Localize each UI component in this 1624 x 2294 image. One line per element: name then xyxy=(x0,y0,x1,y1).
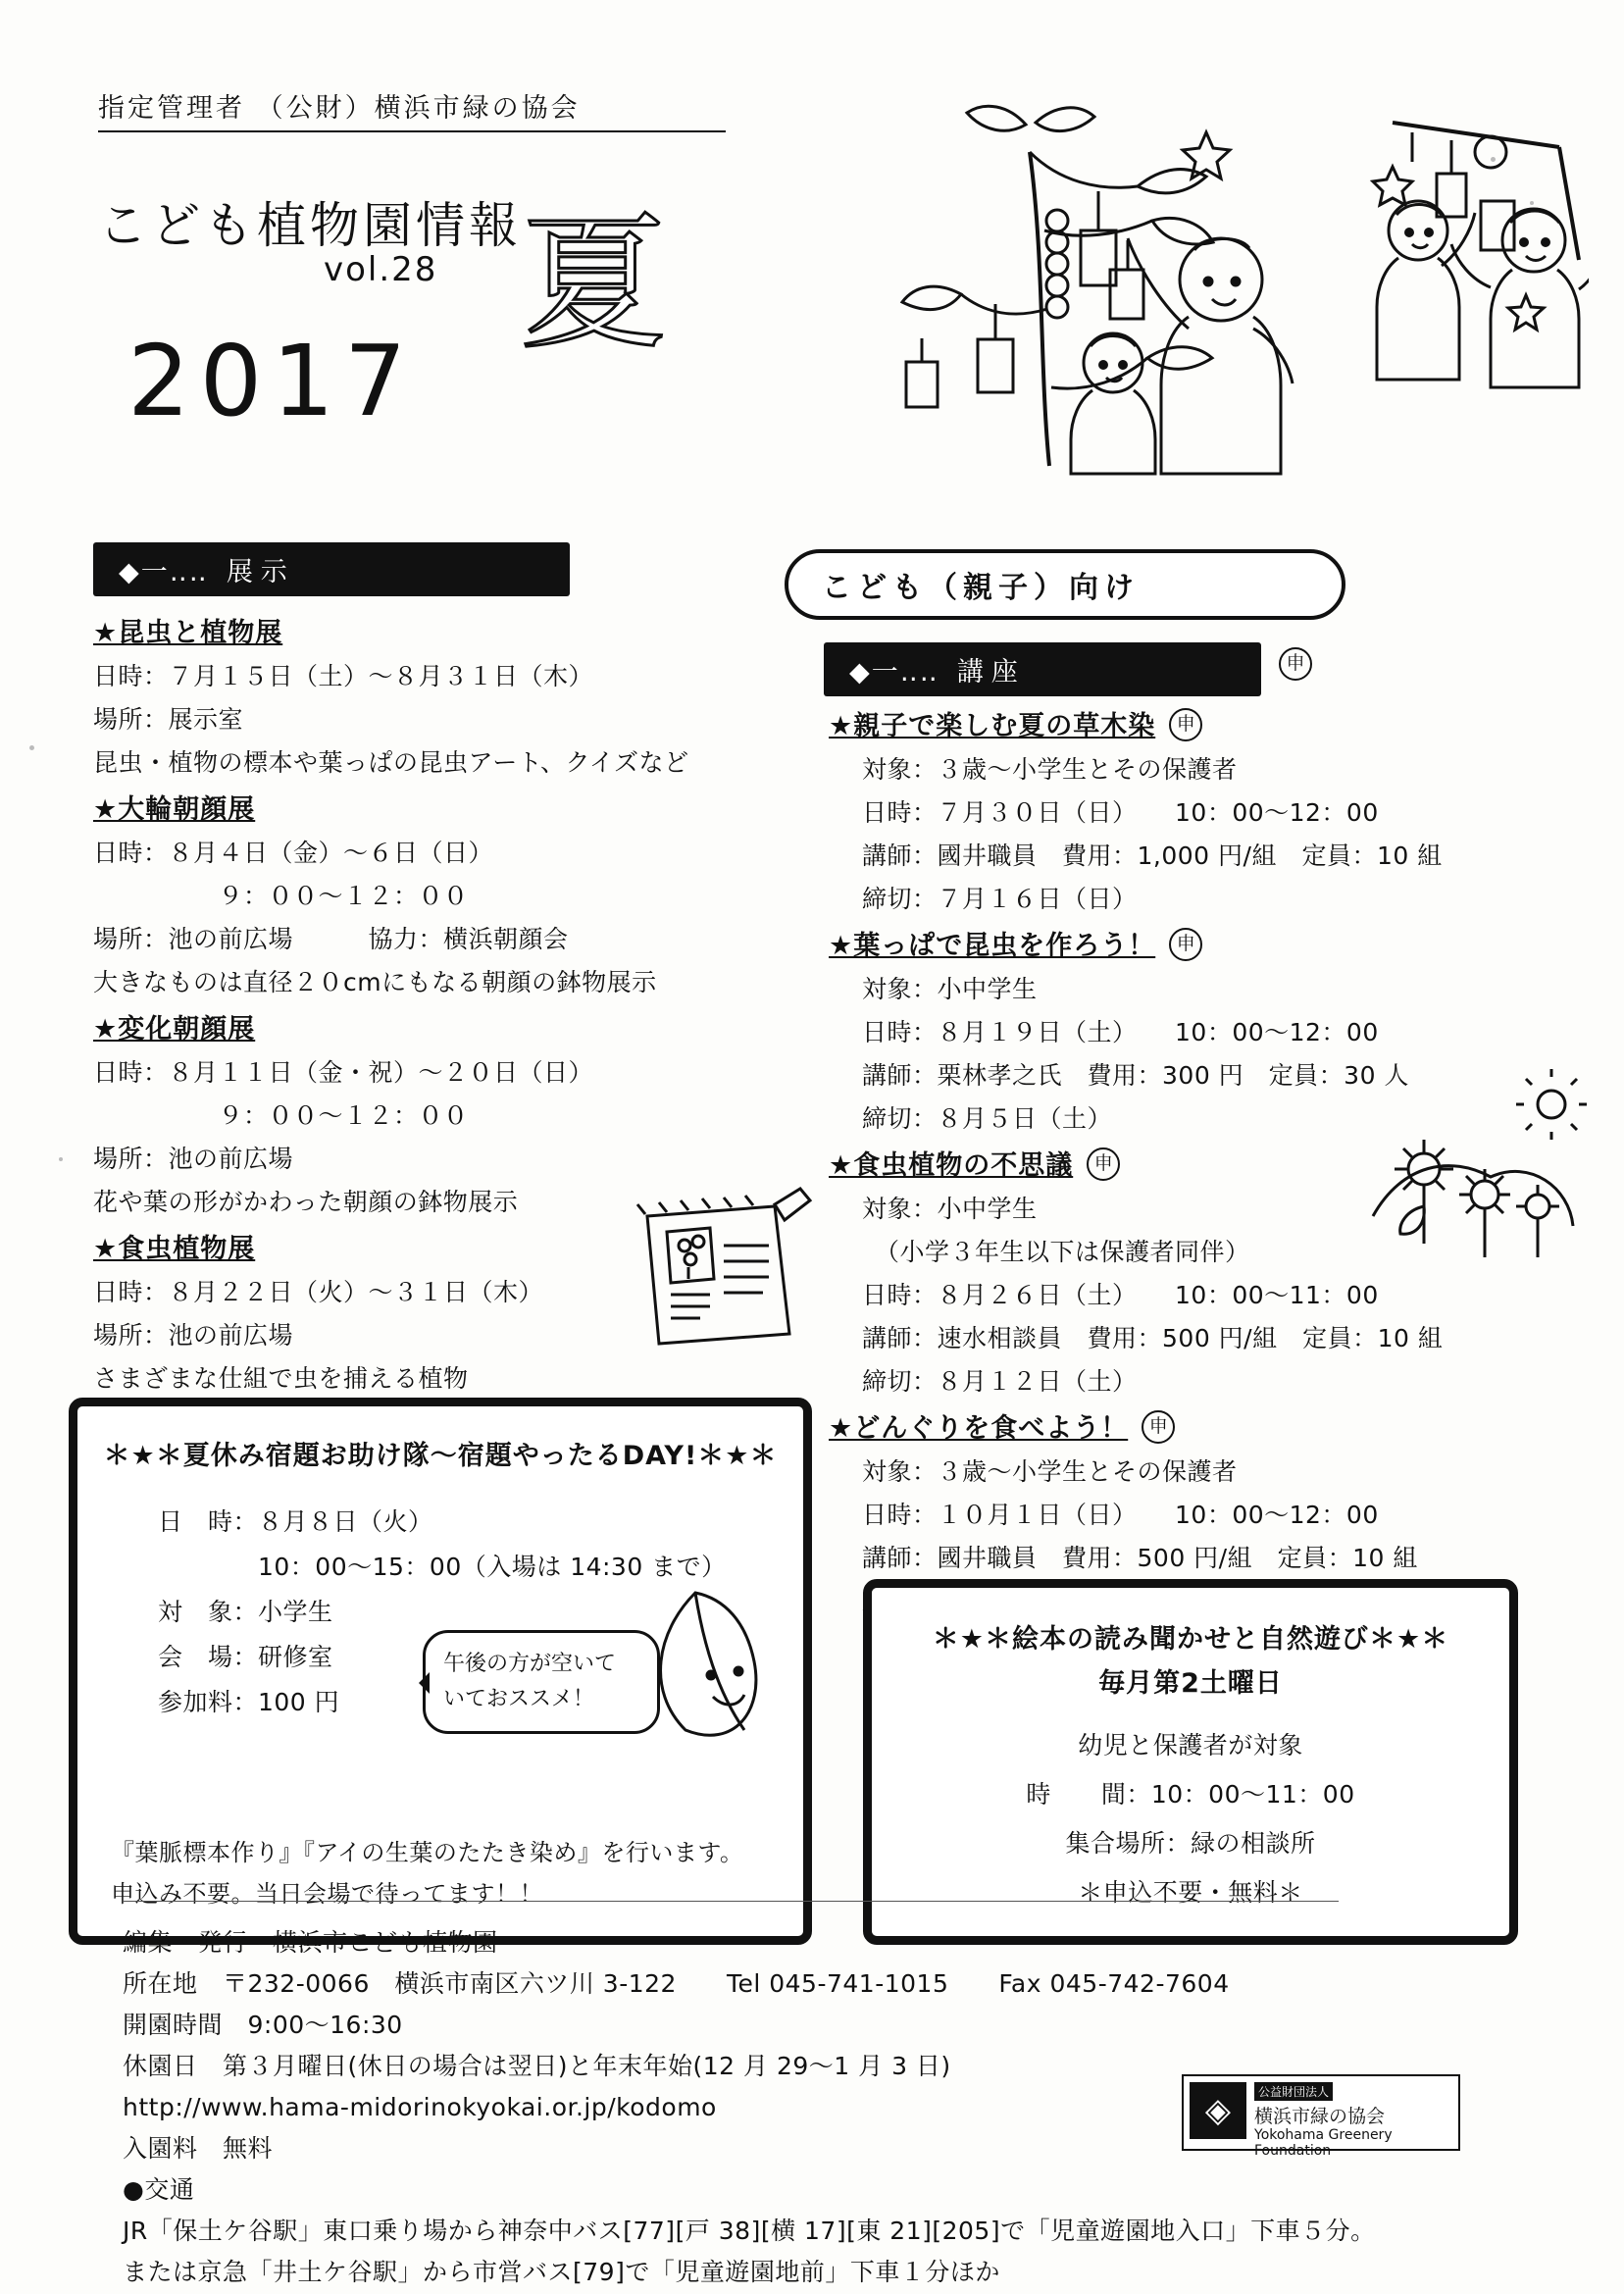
banner-for-children: こども（親子）向け xyxy=(785,549,1345,620)
reading-box-subtitle: 毎月第2土曜日 xyxy=(1098,1668,1283,1699)
organization-line: 指定管理者 （公財）横浜市緑の協会 xyxy=(98,86,726,132)
footer-info: 編集・発行 横浜市こども植物園 所在地 〒232-0066 横浜市南区六ツ川 3-122 Tel 045-741-1015 Fax 045-742-7604 開園時間 9:00〜16:30 休園日 第３月曜日(休日の場合は翌日)と年末年始(12 月 29〜1 月 3 日) http://www.hama-midorinokyokai.or.jp/kodomo 入園料 無料 ●交通 JR「保土ケ谷駅」東口乗り場から神奈中バス[77][戸 38][横 17][東 21][205]で「児童遊園地入口」下車５分。 または京急「井土ケ谷駅」から市営バス[79]で「児童遊園地前」下車１分ほか xyxy=(123,1922,1299,2293)
apply-badge-icon: 申 xyxy=(1279,647,1312,681)
course-item: ★葉っぱで昆虫を作ろう！ 申 対象：小中学生 日時：８月１９日（土） 10：00〜12：00 講師：栗林孝之氏 費用：300 円 定員：30 人 締切：８月５日（土） xyxy=(829,921,1574,1141)
leaf-character-illustration xyxy=(627,1573,784,1763)
volume-label: vol.28 xyxy=(324,250,438,289)
apply-badge-icon: 申 xyxy=(1169,928,1202,961)
apply-badge-icon: 申 xyxy=(1169,708,1202,741)
sunflower-illustration xyxy=(1363,1069,1589,1269)
course-item: ★食虫植物の不思議 申 対象：小中学生 （小学３年生以下は保護者同伴） 日時：８月２６日（土） 10：00〜11：00 講師：速水相談員 費用：500 円/組 定員：10 組 締切：８月１２日（土） xyxy=(829,1141,1574,1403)
tanabata-illustration xyxy=(804,93,1589,485)
exhibition-item: ★変化朝顔展 日時：８月１１日（金・祝）〜２０日（日） ９：００〜１２：００ 場所：池の前広場 花や葉の形がかわった朝顔の鉢物展示 xyxy=(93,1014,594,1216)
website-url[interactable]: http://www.hama-midorinokyokai.or.jp/kodomo xyxy=(123,2093,717,2121)
year-label: 2017 xyxy=(127,324,417,438)
banner-course: ◆一‥‥ 講座 xyxy=(824,642,1261,696)
exhibition-item: ★大輪朝顔展 日時：８月４日（金）〜６日（日） ９：００〜１２：００ 場所：池の前広場 協力：横浜朝顔会 大きなものは直径２０cmにもなる朝顔の鉢物展示 xyxy=(93,794,657,996)
reading-box-title: ＊★＊絵本の読み聞かせと自然遊び＊★＊ xyxy=(932,1624,1449,1655)
logo-mark-icon: ◈ xyxy=(1190,2082,1246,2139)
logo-name-en: Yokohama Greenery Foundation xyxy=(1254,2127,1393,2159)
exhibition-item: ★食虫植物展 日時：８月２２日（火）〜３１日（木） 場所：池の前広場 さまざまな仕組で虫を捕える植物 xyxy=(93,1234,544,1393)
scan-speck xyxy=(29,745,34,750)
notebook-illustration xyxy=(628,1187,814,1357)
diamond-icon: ◆一‥‥ xyxy=(849,657,939,688)
scan-speck xyxy=(59,1157,63,1161)
apply-badge-header xyxy=(1265,647,1312,681)
reading-box-details: 幼児と保護者が対象 時 間：10：00〜11：00 集合場所：緑の相談所 ＊申込不要・無料＊ xyxy=(1026,1731,1355,1907)
apply-badge-icon: 申 xyxy=(1087,1147,1120,1181)
homework-event-box xyxy=(69,1398,812,1945)
foundation-logo xyxy=(1182,2074,1460,2159)
course-item: ★親子で楽しむ夏の草木染 申 対象：３歳〜小学生とその保護者 日時：７月３０日（日） 10：00〜12：00 講師：國井職員 費用：1,000 円/組 定員：10 組 締切：７月１６日（日） xyxy=(829,701,1574,921)
apply-badge-icon: 申 xyxy=(1142,1410,1175,1444)
homework-box-footnote: 『葉脈標本作り』『アイの生葉のたたき染め』を行います。 申込み不要。当日会場で待ってます！！ xyxy=(111,1839,744,1908)
scan-speck xyxy=(1530,201,1534,205)
logo-name: 横浜市緑の協会 xyxy=(1254,2106,1386,2127)
exhibition-item: ★昆虫と植物展 日時：７月１５日（土）〜８月３１日（木） 場所：展示室 昆虫・植物の標本や葉っぱの昆虫アート、クイズなど xyxy=(93,618,689,777)
homework-box-title: ＊★＊夏休み宿題お助け隊〜宿題やったるDAY!＊★＊ xyxy=(103,1441,778,1471)
course-item: ★どんぐりを食べよう！ 申 対象：３歳〜小学生とその保護者 日時：１０月１日（日） 10：00〜12：00 講師：國井職員 費用：500 円/組 定員：10 組 xyxy=(829,1403,1574,1623)
page-title: こども植物園情報 xyxy=(98,197,522,254)
diamond-icon: ◆一‥‥ xyxy=(119,557,209,587)
logo-badge: 公益財団法人 xyxy=(1254,2082,1333,2101)
homework-speech-bubble: 午後の方が空いて いておススメ！ xyxy=(423,1630,660,1734)
banner-exhibition: ◆一‥‥ 展示 xyxy=(93,542,570,596)
footer-divider xyxy=(123,1901,1339,1902)
scan-speck xyxy=(1491,157,1496,162)
reading-event-box xyxy=(863,1579,1518,1945)
season-label: 夏 xyxy=(520,199,668,370)
homework-box-details: 日 時：８月８日（火） 10：00〜15：00（入場は 14:30 まで） 対 象：小学生 会 場：研修室 参加料：100 円 xyxy=(158,1507,727,1716)
